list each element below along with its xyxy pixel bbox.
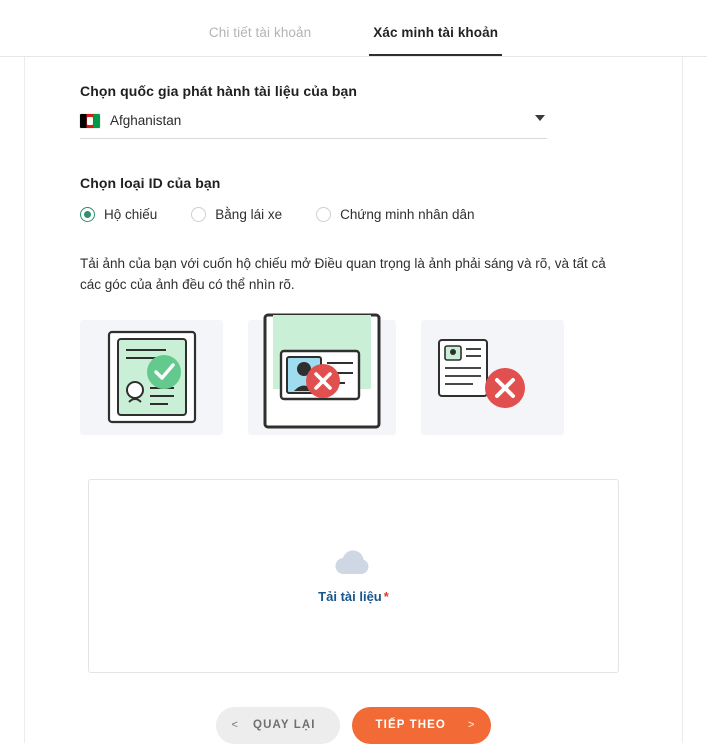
radio-drivers-license[interactable] — [191, 207, 282, 222]
upload-instructions: Tải ảnh của bạn với cuốn hộ chiếu mở Điều quan trọng là ảnh phải sáng và rõ, và tất cả các góc của ảnh đều có thể nhìn rõ. — [80, 256, 606, 292]
upload-dropzone[interactable] — [88, 479, 619, 673]
left-rail — [0, 0, 25, 743]
form-footer — [80, 707, 627, 744]
country-select[interactable] — [80, 113, 547, 139]
radio-passport-label: Hộ chiếu — [104, 207, 158, 222]
radio-circle-icon — [80, 207, 95, 222]
example-bad-id-card — [421, 320, 564, 435]
flag-afghanistan-icon — [80, 114, 100, 128]
radio-circle-icon — [316, 207, 331, 222]
cloud-upload-icon — [333, 547, 375, 579]
tab-bar — [0, 0, 707, 57]
id-type-radio-group — [80, 207, 627, 222]
required-star: * — [383, 589, 389, 605]
example-images — [80, 320, 627, 435]
id-type-section-title: Chọn loại ID của bạn — [80, 175, 221, 191]
check-circle-icon — [147, 355, 181, 389]
id-card-illustration — [433, 332, 553, 422]
country-section-title: Chọn quốc gia phát hành tài liệu của bạn — [80, 83, 358, 99]
example-bad-photo-with-person — [248, 320, 396, 435]
passport-open-illustration — [104, 328, 200, 426]
tab-account-details[interactable]: Chi tiết tài khoản — [208, 25, 312, 40]
right-rail — [682, 0, 707, 743]
chevron-down-icon[interactable] — [535, 115, 545, 121]
upload-label-text: Tải tài liệu — [318, 589, 382, 605]
upload-label — [318, 589, 389, 604]
chevron-left-icon: < — [231, 719, 240, 732]
form-content — [0, 57, 707, 744]
chevron-right-icon: > — [467, 719, 476, 732]
tab-account-verification[interactable]: Xác minh tài khoản — [369, 25, 502, 56]
radio-national-id-label: Chứng minh nhân dân — [340, 207, 475, 222]
example-good-passport — [80, 320, 223, 435]
back-button-label: QUAY LẠI — [253, 719, 316, 732]
country-select-value: Afghanistan — [110, 113, 182, 128]
back-button[interactable] — [216, 707, 340, 744]
radio-passport[interactable] — [80, 207, 157, 222]
next-button[interactable] — [352, 707, 492, 744]
radio-national-id[interactable] — [316, 207, 474, 222]
next-button-label: TIẾP THEO — [375, 719, 446, 732]
radio-circle-icon — [191, 207, 206, 222]
radio-drivers-license-label: Bằng lái xe — [215, 207, 283, 222]
passport-with-person-illustration — [257, 313, 387, 437]
